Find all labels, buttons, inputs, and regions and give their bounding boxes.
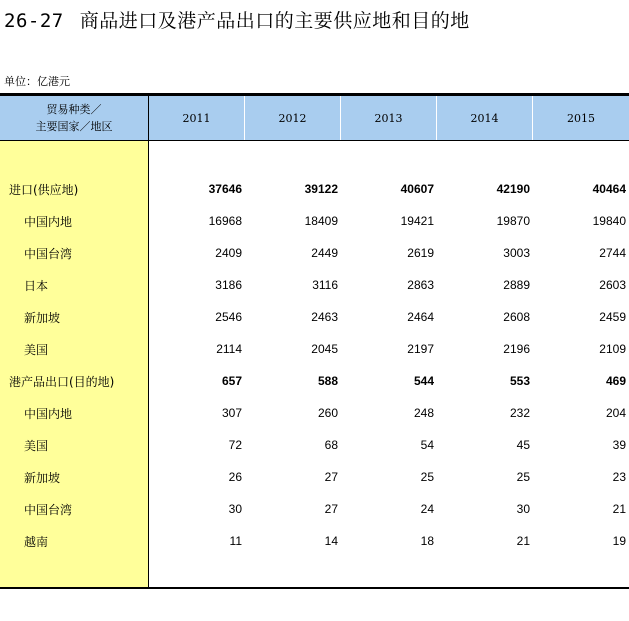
value-cell-2011: 11: [229, 534, 242, 548]
header-corner-line2: 主要国家／地区: [35, 120, 113, 133]
table-title: 商品进口及港产品出口的主要供应地和目的地: [79, 10, 470, 32]
value-cell-2012: 27: [324, 470, 338, 484]
value-cell-2012: 260: [317, 406, 338, 420]
value-cell-2013: 2464: [407, 310, 434, 324]
value-cell-2014: 25: [516, 470, 530, 484]
header-year-2011: 2011: [149, 96, 245, 140]
value-cell-2013: 2619: [407, 246, 434, 260]
value-cell-2012: 68: [324, 438, 338, 452]
row-country-label: 中国台湾: [24, 502, 73, 517]
row-category-label: 港产品出口(目的地): [9, 374, 115, 389]
value-cell-2015: 19840: [592, 214, 626, 228]
value-cell-2014: 2196: [503, 342, 530, 356]
bottom-rule: [0, 587, 629, 589]
value-cell-2015: 2744: [599, 246, 626, 260]
value-cell-2013: 24: [420, 502, 434, 516]
value-cell-2013: 40607: [400, 182, 434, 196]
value-cell-2013: 25: [420, 470, 434, 484]
value-cell-2014: 3003: [503, 246, 530, 260]
value-cell-2011: 2546: [215, 310, 242, 324]
value-cell-2011: 2114: [216, 342, 242, 356]
value-cell-2013: 544: [413, 374, 434, 388]
value-cell-2014: 232: [509, 406, 530, 420]
value-cell-2013: 19421: [400, 214, 434, 228]
header-year-2012: 2012: [245, 96, 341, 140]
value-cell-2014: 553: [509, 374, 530, 388]
header-year-2013: 2013: [341, 96, 437, 140]
value-cell-2015: 2603: [599, 278, 626, 292]
page-title: [4, 6, 470, 33]
table-row: [0, 237, 629, 269]
row-country-label: 越南: [24, 534, 49, 549]
value-cell-2015: 40464: [592, 182, 626, 196]
row-country-label: 美国: [24, 342, 49, 357]
value-cell-2011: 26: [228, 470, 242, 484]
value-cell-2011: 16968: [208, 214, 242, 228]
table-row: [0, 365, 629, 397]
value-cell-2015: 469: [605, 374, 626, 388]
value-cell-2012: 2463: [311, 310, 338, 324]
row-country-label: 美国: [24, 438, 49, 453]
table-row: [0, 173, 629, 205]
value-cell-2015: 39: [612, 438, 626, 452]
value-cell-2013: 18: [420, 534, 434, 548]
value-cell-2012: 14: [324, 534, 338, 548]
value-cell-2011: 30: [228, 502, 242, 516]
row-country-label: 日本: [24, 278, 49, 293]
value-cell-2014: 19870: [496, 214, 530, 228]
value-cell-2013: 54: [420, 438, 434, 452]
table-body: [0, 173, 629, 557]
table-row: [0, 301, 629, 333]
table-row: [0, 493, 629, 525]
row-country-label: 新加坡: [24, 470, 61, 485]
value-cell-2014: 2889: [503, 278, 530, 292]
value-cell-2011: 2409: [215, 246, 242, 260]
value-cell-2015: 19: [612, 534, 626, 548]
table-row: [0, 429, 629, 461]
table-row: [0, 269, 629, 301]
value-cell-2012: 588: [317, 374, 338, 388]
row-country-label: 新加坡: [24, 310, 61, 325]
value-cell-2013: 2197: [407, 342, 434, 356]
value-cell-2011: 657: [221, 374, 242, 388]
value-cell-2015: 2459: [599, 310, 626, 324]
value-cell-2012: 27: [324, 502, 338, 516]
value-cell-2012: 18409: [304, 214, 338, 228]
value-cell-2014: 21: [516, 534, 530, 548]
table-header: [0, 96, 629, 140]
value-cell-2011: 307: [221, 406, 242, 420]
row-country-label: 中国内地: [24, 406, 73, 421]
value-cell-2012: 2449: [311, 246, 338, 260]
value-cell-2015: 2109: [599, 342, 626, 356]
value-cell-2012: 39122: [304, 182, 338, 196]
row-country-label: 中国台湾: [24, 246, 73, 261]
value-cell-2015: 21: [612, 502, 626, 516]
table-row: [0, 525, 629, 557]
value-cell-2014: 45: [516, 438, 530, 452]
header-year-2015: 2015: [533, 96, 629, 140]
unit-label: 单位：亿港元: [4, 75, 70, 88]
table-number: 26-27: [4, 10, 64, 32]
value-cell-2013: 2863: [407, 278, 434, 292]
header-corner-line1: 贸易种类／: [46, 103, 102, 116]
value-cell-2014: 30: [516, 502, 530, 516]
value-cell-2015: 23: [612, 470, 626, 484]
value-cell-2015: 204: [605, 406, 626, 420]
header-year-2014: 2014: [437, 96, 533, 140]
table-row: [0, 333, 629, 365]
value-cell-2012: 3116: [312, 278, 338, 292]
value-cell-2011: 37646: [208, 182, 242, 196]
value-cell-2014: 42190: [496, 182, 530, 196]
table-row: [0, 397, 629, 429]
value-cell-2011: 72: [228, 438, 242, 452]
table-row: [0, 461, 629, 493]
table-row: [0, 205, 629, 237]
value-cell-2014: 2608: [503, 310, 530, 324]
header-corner-cell: [0, 96, 149, 140]
value-cell-2013: 248: [413, 406, 434, 420]
row-category-label: 进口(供应地): [9, 182, 79, 197]
value-cell-2012: 2045: [311, 342, 338, 356]
value-cell-2011: 3186: [215, 278, 242, 292]
row-country-label: 中国内地: [24, 214, 73, 229]
